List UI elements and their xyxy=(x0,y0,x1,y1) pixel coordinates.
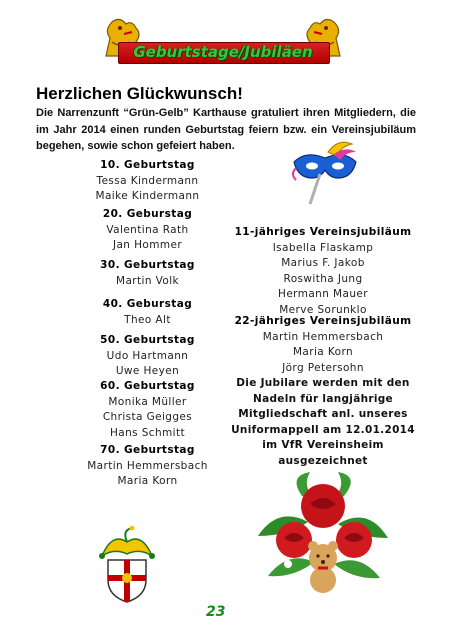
closing-line: Mitgliedschaft anl. unseres xyxy=(238,408,408,420)
closing-line: Uniformappell am 12.01.2014 xyxy=(231,423,415,436)
carnival-mask-icon xyxy=(290,140,360,206)
group-heading: 10. Geburtstag xyxy=(100,159,195,171)
closing-line: Die Jubilare werden mit den xyxy=(236,377,410,389)
birthday-group xyxy=(60,379,235,441)
group-heading: 11-jähriges Vereinsjubiläum xyxy=(234,226,412,238)
closing-line: ausgezeichnet xyxy=(278,454,368,467)
member-name: Martin Hemmersbach xyxy=(262,330,384,343)
birthday-group xyxy=(60,443,235,490)
banner-title: Geburtstage/Jubiläen xyxy=(133,43,313,61)
rose-bouquet-icon xyxy=(248,466,398,604)
member-name: Uwe Heyen xyxy=(115,365,180,377)
member-name: Merve Sorunklo xyxy=(279,303,367,316)
header-banner xyxy=(98,8,348,68)
group-heading: 20. Geburstag xyxy=(102,208,193,220)
page-number-value: 23 xyxy=(206,604,226,620)
member-name: Roswitha Jung xyxy=(283,272,363,285)
member-name: Martin Volk xyxy=(115,274,180,287)
birthday-group xyxy=(60,333,235,380)
group-heading: 70. Geburtstag xyxy=(100,444,195,456)
birthday-group xyxy=(60,258,235,289)
member-name: Maike Kindermann xyxy=(95,190,200,202)
member-name: Maria Korn xyxy=(292,346,354,358)
birthday-group xyxy=(60,158,235,205)
member-name: Jörg Petersohn xyxy=(282,361,364,374)
group-heading: 40. Geburstag xyxy=(102,298,193,310)
birthday-group xyxy=(60,207,235,254)
member-name: Monika Müller xyxy=(108,395,187,408)
member-name: Christa Geigges xyxy=(102,411,193,423)
page-title: Herzlichen Glückwunsch! xyxy=(36,84,243,103)
birthday-group xyxy=(60,297,235,328)
member-name: Hermann Mauer xyxy=(278,288,368,300)
member-name: Martin Hemmersbach xyxy=(87,459,208,472)
member-name: Valentina Rath xyxy=(106,223,189,236)
page-number xyxy=(206,604,225,620)
member-name: Jan Hommer xyxy=(112,239,183,251)
member-name: Marius F. Jakob xyxy=(281,257,365,269)
member-name: Isabella Flaskamp xyxy=(272,241,374,254)
closing-note xyxy=(228,376,418,469)
jester-emblem-icon xyxy=(92,526,162,606)
jubilee-group xyxy=(228,225,418,318)
member-name: Udo Hartmann xyxy=(106,349,189,362)
intro-text: Die Narrenzunft “Grün-Gelb” Karthause gratuliert ihren Mitgliedern, die im Jahr 2014 einen runden Geburtstag feiern bzw. ein Vereinsjubiläum begehen, sowie schon gefeiert haben. xyxy=(36,107,416,152)
member-name: Hans Schmitt xyxy=(109,426,186,439)
closing-line: Nadeln für langjährige xyxy=(253,392,393,405)
group-heading: 60. Geburtstag xyxy=(100,380,195,392)
group-heading: 50. Geburtstag xyxy=(100,334,195,346)
group-heading: 22-jähriges Vereinsjubiläum xyxy=(234,315,412,327)
member-name: Theo Alt xyxy=(124,313,171,326)
closing-line: im VfR Vereinsheim xyxy=(262,439,384,451)
jubilee-group xyxy=(228,314,418,376)
group-heading: 30. Geburtstag xyxy=(100,259,195,271)
member-name: Tessa Kindermann xyxy=(96,174,199,187)
member-name: Maria Korn xyxy=(117,475,178,487)
